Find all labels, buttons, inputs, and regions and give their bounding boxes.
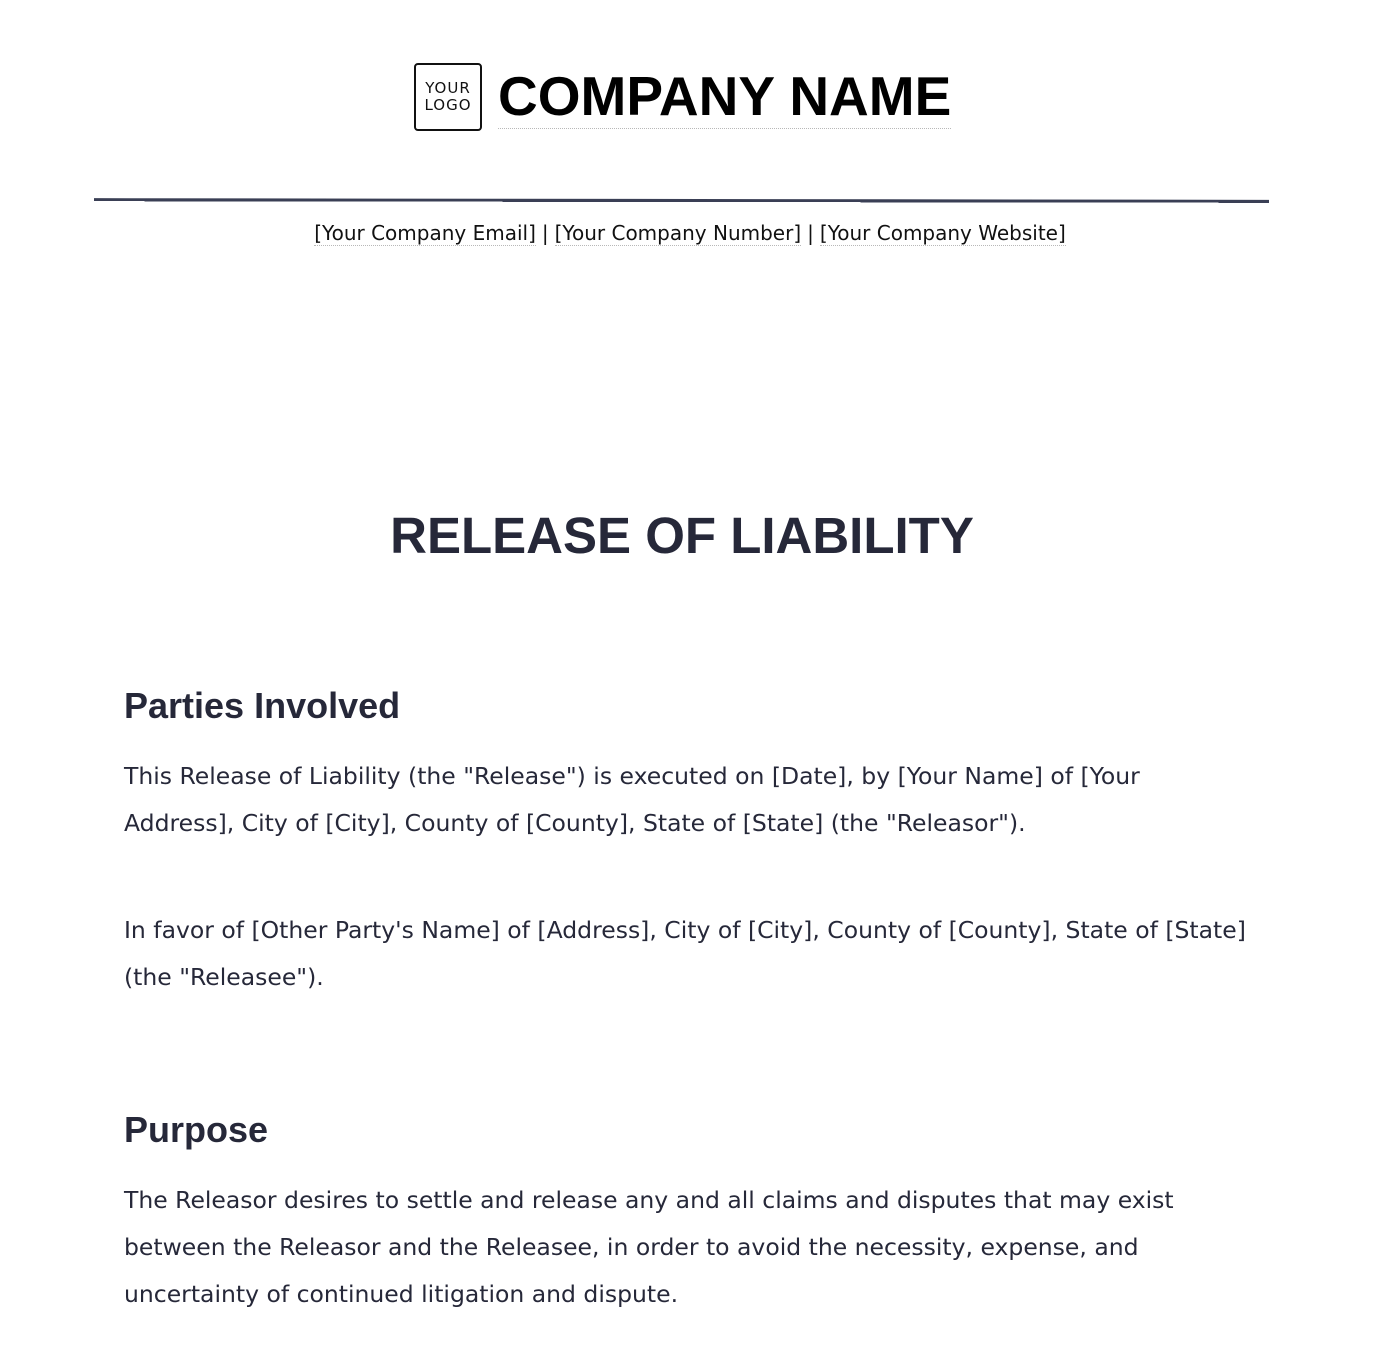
header-divider	[94, 198, 1269, 204]
logo-placeholder	[414, 63, 482, 131]
paragraph-parties-releasor: This Release of Liability (the "Release") is executed on [Date], by [Your Name] of [Your Address], City of [City], County of [County], State of [State] (the "Releasor").	[124, 762, 1140, 837]
brand-header	[414, 61, 951, 133]
section-heading-parties: Parties Involved	[124, 685, 401, 726]
logo-text-line2: LOGO	[424, 96, 472, 114]
section-heading-purpose: Purpose	[124, 1109, 269, 1150]
company-website: [Your Company Website]	[819, 221, 1066, 245]
paragraph-purpose: The Releasor desires to settle and release any and all claims and disputes that may exist between the Releasor and the Releasee, in order to avoid the necessity, expense, and uncertainty of continued litigation and dispute.	[124, 1186, 1174, 1308]
document-title: RELEASE OF LIABILITY	[390, 507, 974, 564]
paragraph-parties-releasee: In favor of [Other Party's Name] of [Address], City of [City], County of [County], State of [State] (the "Releasee").	[124, 916, 1246, 991]
contact-separator: |	[541, 221, 549, 245]
company-email: [Your Company Email]	[314, 221, 536, 245]
contact-separator: |	[807, 221, 814, 245]
company-number: [Your Company Number]	[554, 221, 802, 245]
contact-line	[0, 218, 1380, 248]
company-name: COMPANY NAME	[498, 64, 952, 127]
logo-text-line1: YOUR	[425, 79, 471, 97]
